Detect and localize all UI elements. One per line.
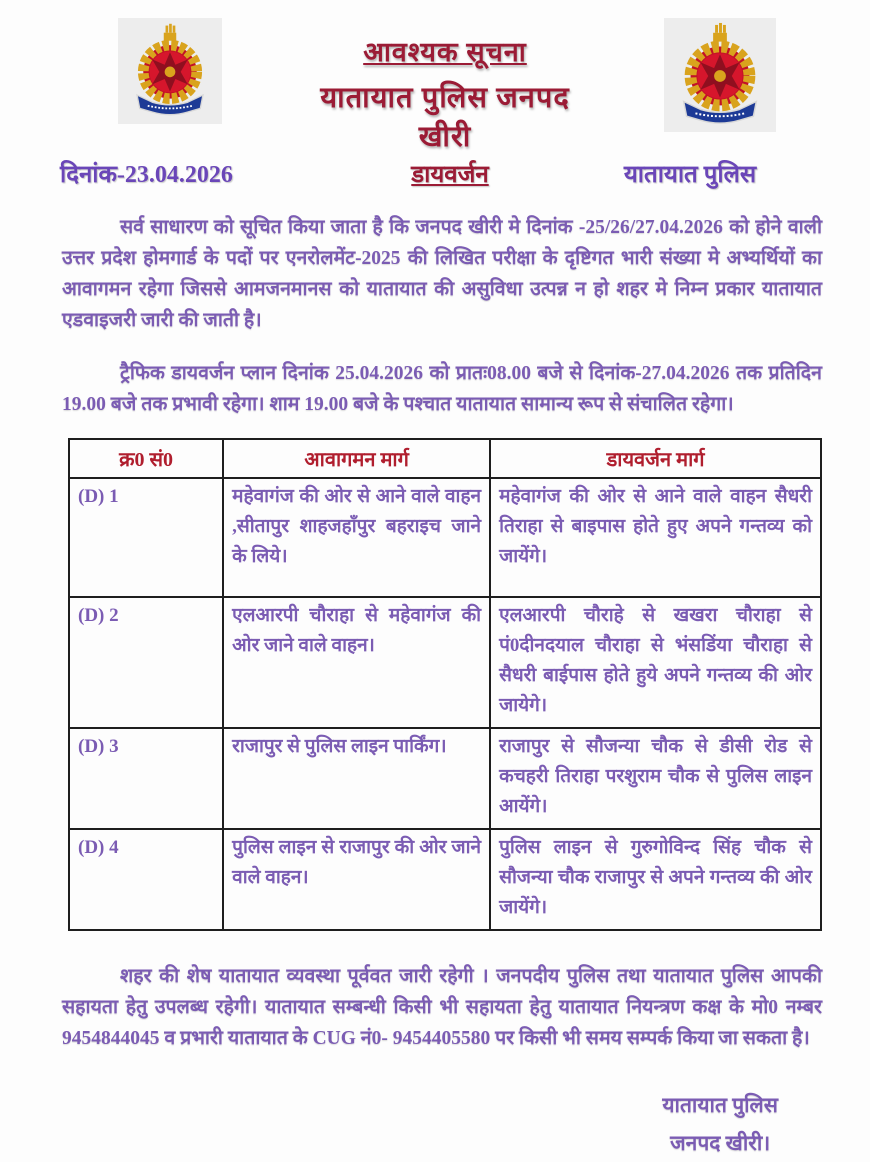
row-serial: (D) 4 (69, 829, 223, 930)
notice-date: दिनांक-23.04.2026 (60, 162, 233, 188)
header-subrow (0, 155, 870, 190)
left-logo-cell (50, 18, 290, 124)
diversion-heading: डायवर्जन (411, 162, 489, 188)
table-header-row (69, 439, 821, 478)
header-titles (290, 18, 600, 155)
row-route: महेवागंज की ओर से आने वाले वाहन ,सीतापुर शाहजहाँपुर बहराइच जाने के लिये। (223, 478, 490, 597)
row-serial: (D) 3 (69, 728, 223, 829)
right-logo-cell (600, 18, 840, 132)
col-header-diversion: डायवर्जन मार्ग (490, 439, 821, 478)
table-row (69, 829, 821, 930)
table-row (69, 478, 821, 597)
row-route: पुलिस लाइन से राजापुर की ओर जाने वाले वाहन। (223, 829, 490, 930)
table-row (69, 597, 821, 728)
signature-line2: जनपद खीरी। (670, 1131, 771, 1155)
table-row (69, 728, 821, 829)
traffic-police-label: यातायात पुलिस (623, 162, 757, 188)
row-serial: (D) 2 (69, 597, 223, 728)
plan-timing-paragraph: ट्रैफिक डायवर्जन प्लान दिनांक 25.04.2026 को प्रातः08.00 बजे से दिनांक-27.04.2026 तक प्रतिदिन 19.00 बजे तक प्रभावी रहेगा। शाम 19.00 बजे के पश्चात यातायात सामान्य रूप से संचालित रहेगा। (62, 363, 822, 415)
row-diversion: महेवागंज की ओर से आने वाले वाहन सैधरी तिराहा से बाइपास होते हुए अपने गन्तव्य को जायेंगे। (490, 478, 821, 597)
signature-block (0, 1086, 778, 1162)
col-header-route: आवागमन मार्ग (223, 439, 490, 478)
row-serial: (D) 1 (69, 478, 223, 597)
row-route: राजापुर से पुलिस लाइन पार्किंग। (223, 728, 490, 829)
signature-line1: यातायात पुलिस (662, 1093, 778, 1117)
document-header (0, 0, 870, 155)
assistance-paragraph: शहर की शेष यातायात व्यवस्था पूर्ववत जारी रहेगी । जनपदीय पुलिस तथा यातायात पुलिस आपकी सहायता हेतु उपलब्ध रहेगी। यातायात सम्बन्धी किसी भी सहायता हेतु यातायात नियन्त्रण कक्ष के मो0 नम्बर 9454844045 व प्रभारी यातायात के CUG नं0- 9454405580 पर किसी भी समय सम्पर्क किया जा सकता है। (62, 966, 822, 1049)
notice-title: आवश्यक सूचना (363, 37, 527, 67)
diversion-table (68, 438, 822, 931)
up-police-emblem-icon (670, 21, 770, 129)
row-diversion: पुलिस लाइन से गुरुगोविन्द सिंह चौक से सौजन्या चौक राजापुर से अपने गन्तव्य की ओर जायेंगे। (490, 829, 821, 930)
signature-text (662, 1086, 778, 1162)
up-police-emblem-icon (124, 22, 216, 120)
up-police-emblem-icon-left (118, 18, 222, 124)
intro-paragraph: सर्व साधारण को सूचित किया जाता है कि जनपद खीरी मे दिनांक -25/26/27.04.2026 को होने वाली उत्तर प्रदेश होमगार्ड के पदों पर एनरोलमेंट-2025 की लिखित परीक्षा के दृष्टिगत भारी संख्या मे अभ्यर्थियों का आवागमन रहेगा जिससे आमजनमानस को यातायात की असुविधा उत्पन्न न हो शहर मे निम्न प्रकार यातायात एडवाइजरी जारी की जाती है। (62, 217, 822, 331)
up-police-emblem-icon-right (664, 18, 776, 132)
row-diversion: राजापुर से सौजन्या चौक से डीसी रोड से कचहरी तिराहा परशुराम चौक से पुलिस लाइन आयेंगे। (490, 728, 821, 829)
row-diversion: एलआरपी चौराहे से खखरा चौराहा से पं0दीनदयाल चौराहा से भंसडिंया चौराहा से सैधरी बाईपास होते हुये अपने गन्तव्य की ओर जायेगे। (490, 597, 821, 728)
row-route: एलआरपी चौराहा से महेवागंज की ओर जाने वाले वाहन। (223, 597, 490, 728)
col-header-serial: क्र0 सं0 (69, 439, 223, 478)
department-title: यातायात पुलिस जनपद खीरी (320, 82, 570, 153)
